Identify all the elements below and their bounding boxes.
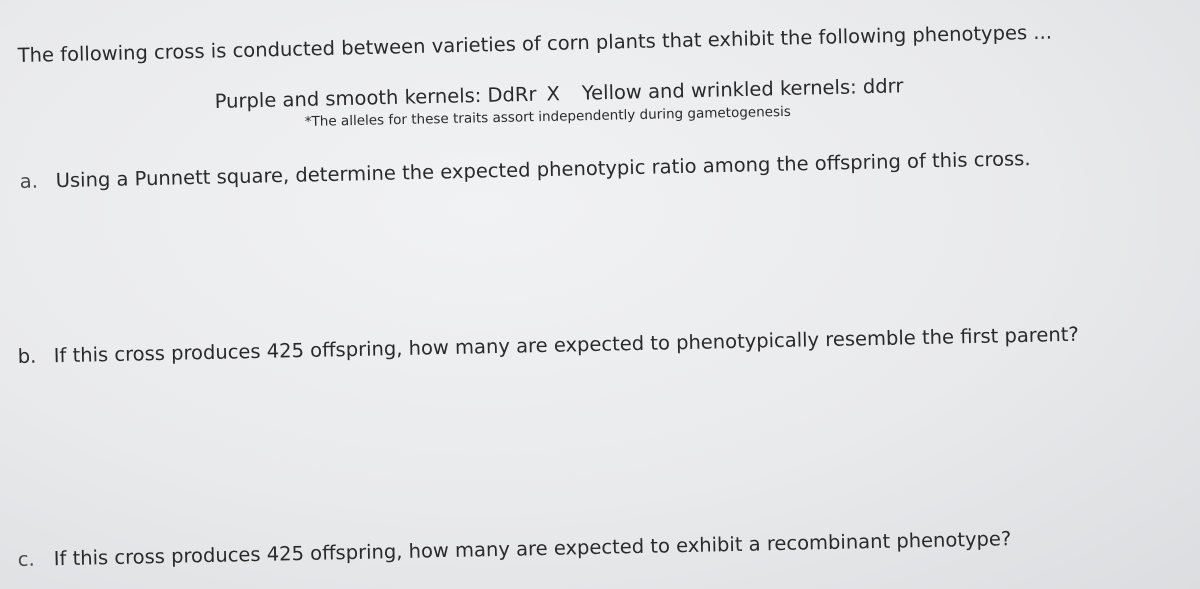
question-c <box>18 527 1012 571</box>
question-a <box>19 147 1030 193</box>
question-b-letter: b. <box>17 344 37 368</box>
question-c-text: If this cross produces 425 offspring, how many are expected to exhibit a recombinant phenotype? <box>53 527 1012 571</box>
question-b-text: If this cross produces 425 offspring, how many are expected to phenotypically resemble the first parent? <box>53 322 1079 368</box>
cross-symbol: X <box>546 82 561 106</box>
assortment-note: *The alleles for these traits assort independently during gametogenesis <box>304 103 791 130</box>
question-a-letter: a. <box>19 169 39 193</box>
question-c-letter: c. <box>17 547 35 571</box>
parent1-text: Purple and smooth kernels: DdRr <box>214 82 537 113</box>
parent2-text: Yellow and wrinkled kernels: ddrr <box>581 74 904 105</box>
question-a-text: Using a Punnett square, determine the expected phenotypic ratio among the offspring of this cross. <box>55 147 1031 193</box>
cross-line <box>214 74 903 113</box>
question-b <box>18 323 1079 368</box>
intro-text: The following cross is conducted between varieties of corn plants that exhibit the following phenotypes ... <box>17 20 1053 67</box>
